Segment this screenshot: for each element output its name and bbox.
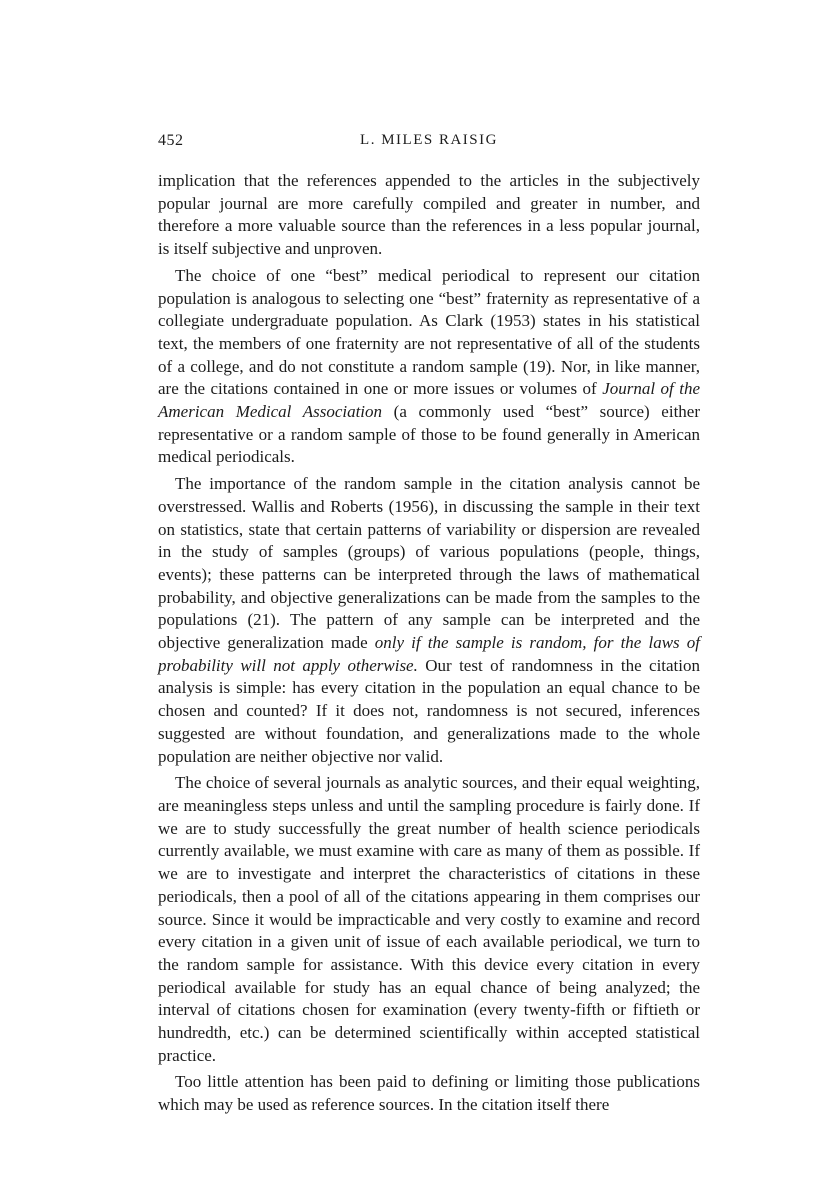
- text-run: The choice of one “best” medical periodical to represent our citation population is analogous to selecting one “best” fraternity as representative of a collegiate undergraduate population. As Clark (1953) states in his statistical text, the members of one fraternity are not representative of all of the students of a college, and do not constitute a random sample (19). Nor, in like manner, are the citations contained in one or more issues or volumes of: [158, 265, 700, 399]
- italic-run: Journal of the American Medical Association: [158, 379, 700, 422]
- paragraph-reference-sources: [158, 1071, 700, 1116]
- text-run: The choice of several journals as analytic sources, and their equal weighting, are meaningless steps unless and until the sampling procedure is fairly done. If we are to study successfully the great number of health science periodicals currently available, we must examine with care as many of them as possible. If we are to investigate and interpret the characteristics of citations in these periodicals, then a pool of all of the citations appearing in them comprises our source. Since it would be impracticable and very costly to examine and record every citation in a given unit of issue of each available periodical, we turn to the random sample for assistance. With this device every citation in every periodical available for study has an equal chance of being analyzed; the interval of citations chosen for examination (every twenty-fifth or fiftieth or hundredth, etc.) can be determined scientifically within accepted statistical practice.: [158, 773, 700, 1065]
- paragraph-continued: [158, 170, 700, 261]
- paragraph-random-sample: [158, 473, 700, 768]
- running-title: L. MILES RAISIG: [360, 132, 498, 148]
- text-run: implication that the references appended to the articles in the subjectively popular journal are more carefully compiled and greater in number, and therefore a more valuable source than the references in a less popular journal, is itself subjective and unproven.: [158, 171, 700, 259]
- paragraph-best-periodical: [158, 265, 700, 469]
- body-text: [158, 170, 700, 1117]
- italic-run: only if the sample is random, for the laws of probability will not apply otherwise.: [158, 633, 700, 675]
- running-head: [158, 130, 700, 156]
- journal-page: [158, 130, 700, 1117]
- text-run: (a commonly used “best” source) either representative or a random sample of those to be found generally in American medical periodicals.: [158, 402, 700, 467]
- page-number: 452: [158, 132, 184, 149]
- text-run: The importance of the random sample in the citation analysis cannot be overstressed. Wallis and Roberts (1956), in discussing the sample in their text on statistics, state that certain patterns of variability or dispersion are revealed in the study of samples (groups) of various populations (people, things, events); these patterns can be interpreted through the laws of mathematical probability, and objective generalizations can be made from the samples to the populations (21). The pattern of any sample can be interpreted and the objective generalization made: [158, 474, 700, 653]
- paragraph-several-journals: [158, 772, 700, 1067]
- text-run: Our test of randomness in the citation analysis is simple: has every citation in the population an equal chance to be chosen and counted? If it does not, randomness is not secured, inferences suggested are without foundation, and generalizations made to the whole population are neither objective nor valid.: [158, 655, 701, 766]
- text-run: Too little attention has been paid to defining or limiting those publications which may be used as reference sources. In the citation itself there: [158, 1072, 700, 1115]
